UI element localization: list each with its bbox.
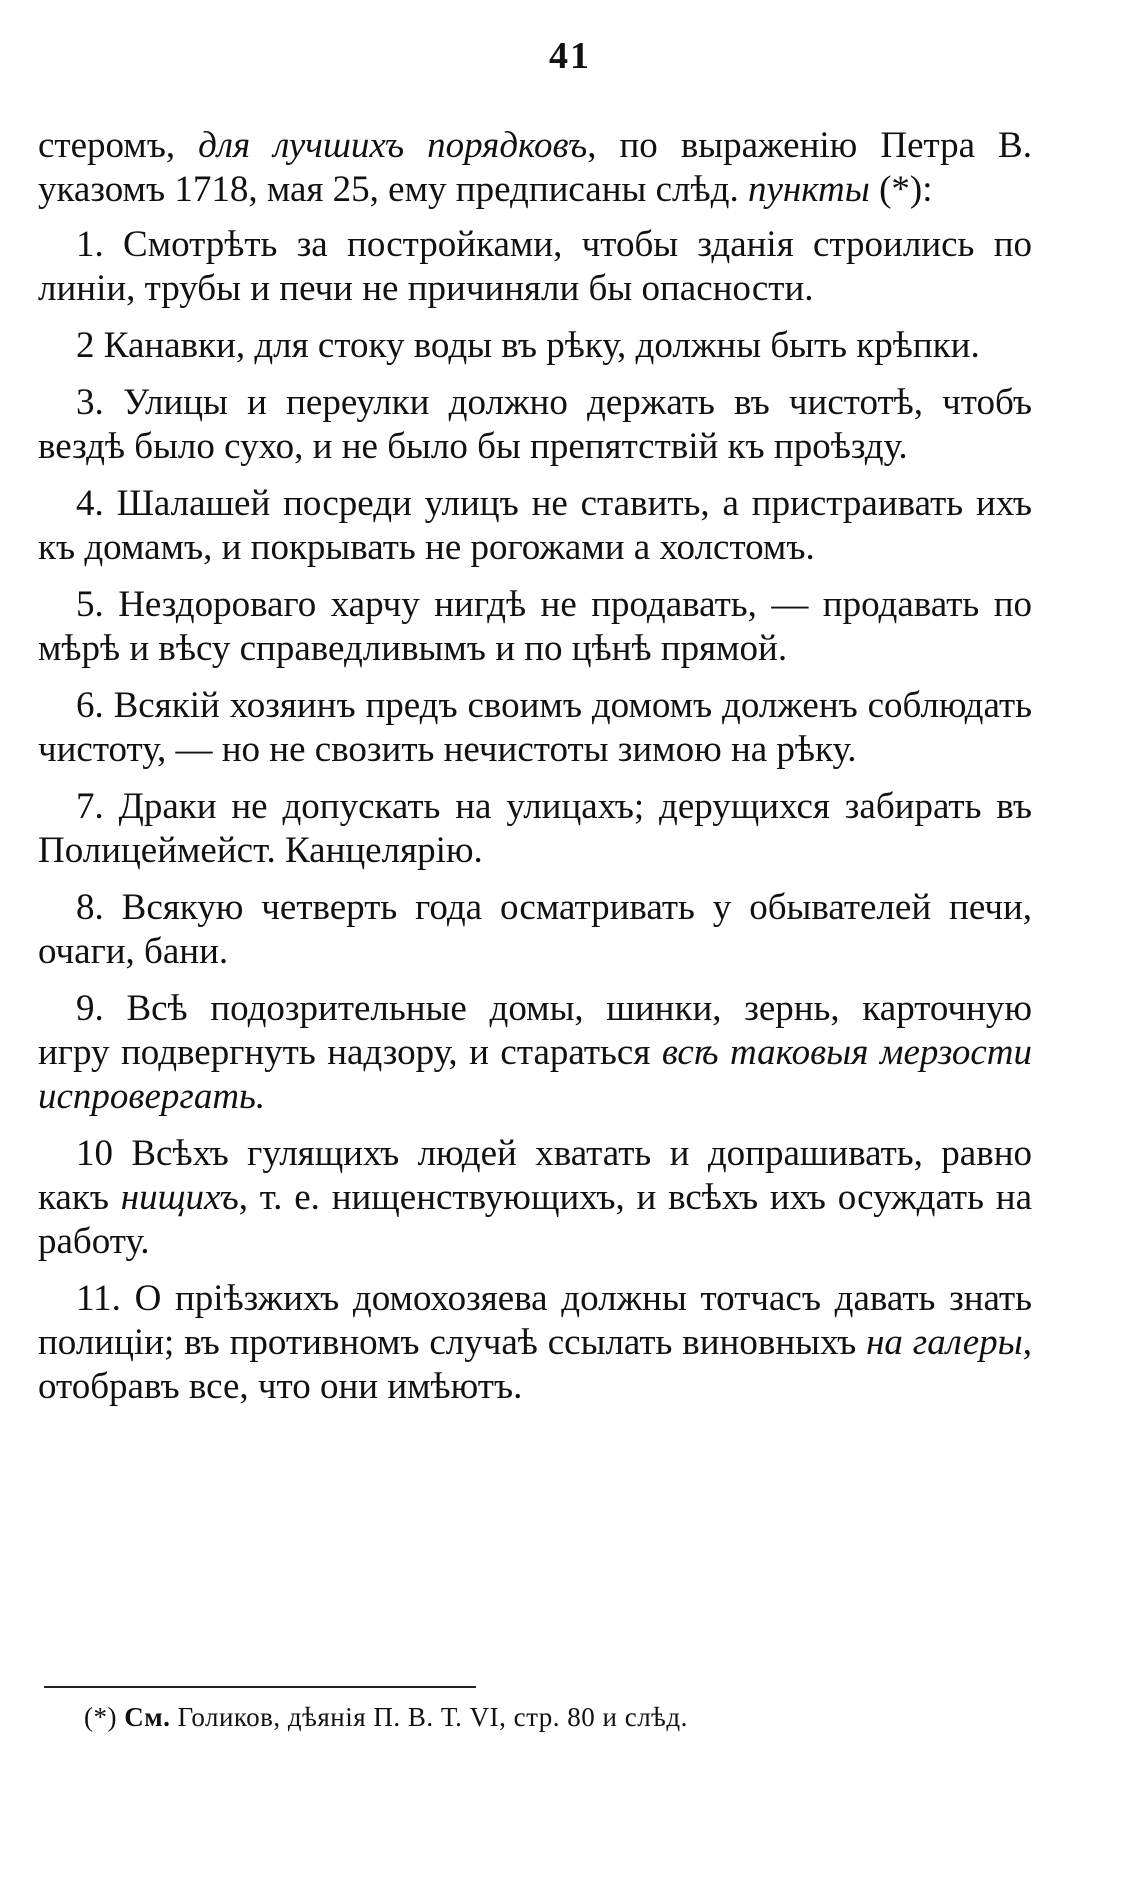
- point-number: 10: [76, 1133, 113, 1174]
- footnote-text: Голиков, дѣянія П. В. Т. VI, стр. 80 и слѣд.: [177, 1702, 688, 1732]
- point-number: 9.: [76, 988, 104, 1029]
- point-text: Всякую четверть года осматривать у обывателей печи, очаги, бани.: [38, 887, 1032, 972]
- point-text: Всѣхъ гулящихъ людей хватать и допрашивать, равно какъ: [38, 1133, 1032, 1218]
- point-7: [38, 785, 1032, 873]
- point-number: 8.: [76, 887, 104, 928]
- intro-paragraph: [38, 124, 1032, 212]
- point-3: [38, 381, 1032, 469]
- intro-italic-2: пункты: [747, 169, 870, 210]
- point-text: Канавки, для стоку воды въ рѣку, должны быть крѣпки.: [103, 325, 980, 366]
- point-number: 4.: [76, 483, 104, 524]
- point-number: 1.: [76, 224, 104, 265]
- point-text: О пріѣзжихъ домохозяева должны тотчасъ давать знать полиціи; въ противномъ случаѣ ссылать виновныхъ: [38, 1278, 1033, 1363]
- point-9: [38, 987, 1032, 1119]
- point-11: [38, 1277, 1032, 1409]
- page-number: 41: [549, 35, 591, 77]
- point-10: [38, 1132, 1032, 1264]
- intro-text-1: стеромъ,: [38, 125, 199, 166]
- point-italic: нищихъ: [120, 1177, 239, 1218]
- point-number: 11.: [76, 1278, 121, 1319]
- intro-text-3: (*):: [869, 169, 933, 210]
- point-text: Драки не допускать на улицахъ; дерущихся забирать въ Полицеймейст. Канцелярію.: [38, 786, 1032, 871]
- page-body: [38, 124, 1032, 1422]
- footnote: [84, 1700, 1044, 1734]
- point-text: Шалашей посреди улицъ не ставить, а пристраивать ихъ къ домамъ, и покрывать не рогожами а холстомъ.: [38, 483, 1032, 568]
- point-italic: на галеры: [866, 1322, 1023, 1363]
- point-1: [38, 223, 1032, 311]
- point-2: [38, 324, 1032, 368]
- point-number: 5.: [76, 584, 104, 625]
- point-text: Улицы и переулки должно держать въ чистотѣ, чтобъ вездѣ было сухо, и не было бы препятствій къ проѣзду.: [38, 382, 1032, 467]
- point-6: [38, 684, 1032, 772]
- point-8: [38, 886, 1032, 974]
- footnote-mark: (*): [84, 1702, 117, 1732]
- footnote-lead: См.: [124, 1702, 171, 1732]
- point-text: Всякій хозяинъ предъ своимъ домомъ долженъ соблюдать чистоту, — но не свозить нечистоты зимою на рѣку.: [38, 685, 1033, 770]
- point-number: 3.: [76, 382, 104, 423]
- point-number: 2: [76, 325, 95, 366]
- point-number: 7.: [76, 786, 104, 827]
- point-text: Всѣ подозрительные домы, шинки, зернь, карточную игру подвергнуть надзору, и стараться: [38, 988, 1032, 1073]
- point-text: Нездороваго харчу нигдѣ не продавать, — продавать по мѣрѣ и вѣсу справедливымъ и по цѣнѣ прямой.: [38, 584, 1033, 669]
- point-number: 6.: [76, 685, 104, 726]
- point-5: [38, 583, 1032, 671]
- footnote-divider: [44, 1686, 476, 1688]
- point-text-tail: , отобравъ все, что они имѣютъ.: [38, 1322, 1032, 1407]
- intro-text-2: , по выраженію Петра В. указомъ 1718, мая 25, ему предписаны слѣд.: [38, 125, 1032, 210]
- point-text: Смотрѣть за постройками, чтобы зданія строились по линіи, трубы и печи не причиняли бы опасности.: [38, 224, 1033, 309]
- point-text-tail: , т. е. нищенствующихъ, и всѣхъ ихъ осуждать на работу.: [38, 1177, 1032, 1262]
- point-4: [38, 482, 1032, 570]
- point-italic: всѣ таковыя мерзости испровергать.: [38, 1032, 1033, 1117]
- intro-italic-1: для лучшихъ порядковъ: [198, 125, 588, 166]
